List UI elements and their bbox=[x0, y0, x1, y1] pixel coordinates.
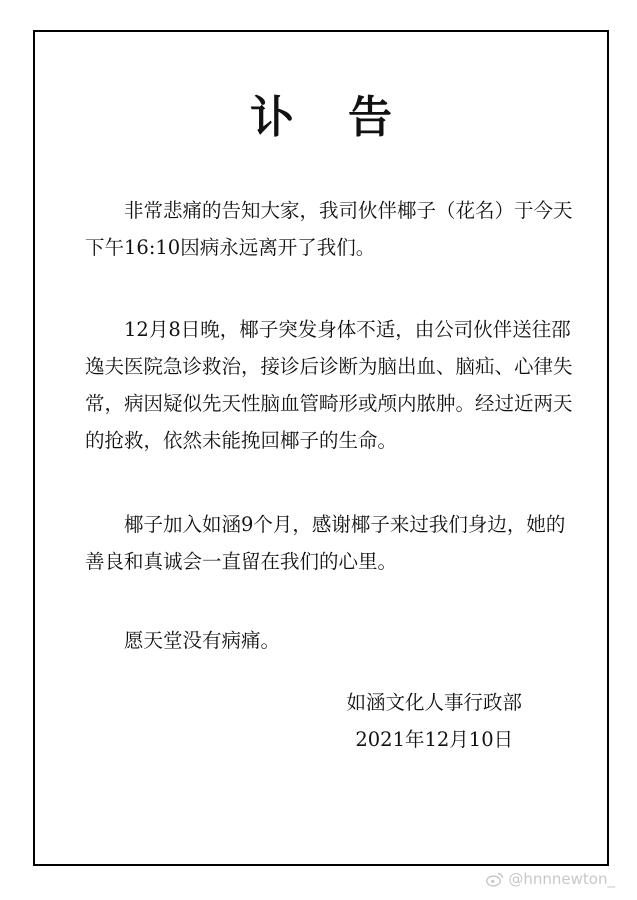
paragraph-announcement: 非常悲痛的告知大家，我司伙伴椰子（花名）于今天下午16:10因病永远离开了我们。 bbox=[85, 199, 573, 259]
notice-frame bbox=[33, 30, 609, 866]
signature-department: 如涵文化人事行政部 bbox=[346, 691, 522, 714]
signature-block bbox=[346, 684, 522, 758]
notice-title: 讣告 bbox=[250, 92, 446, 143]
paragraph-farewell: 愿天堂没有病痛。 bbox=[124, 629, 281, 652]
watermark bbox=[486, 870, 615, 888]
weibo-icon bbox=[486, 872, 504, 887]
paragraph-gratitude: 椰子加入如涵9个月，感谢椰子来过我们身边，她的善良和真诚会一直留在我们的心里。 bbox=[85, 513, 566, 573]
watermark-text: @hnnnewton_ bbox=[508, 870, 615, 888]
signature-date: 2021年12月10日 bbox=[355, 728, 514, 751]
paragraph-details: 12月8日晚，椰子突发身体不适，由公司伙伴送往邵逸夫医院急诊救治，接诊后诊断为脑出血、脑疝、心律失常，病因疑似先天性脑血管畸形或颅内脓肿。经过近两天的抢救，依然未能挽回椰子的生命。 bbox=[85, 318, 573, 452]
